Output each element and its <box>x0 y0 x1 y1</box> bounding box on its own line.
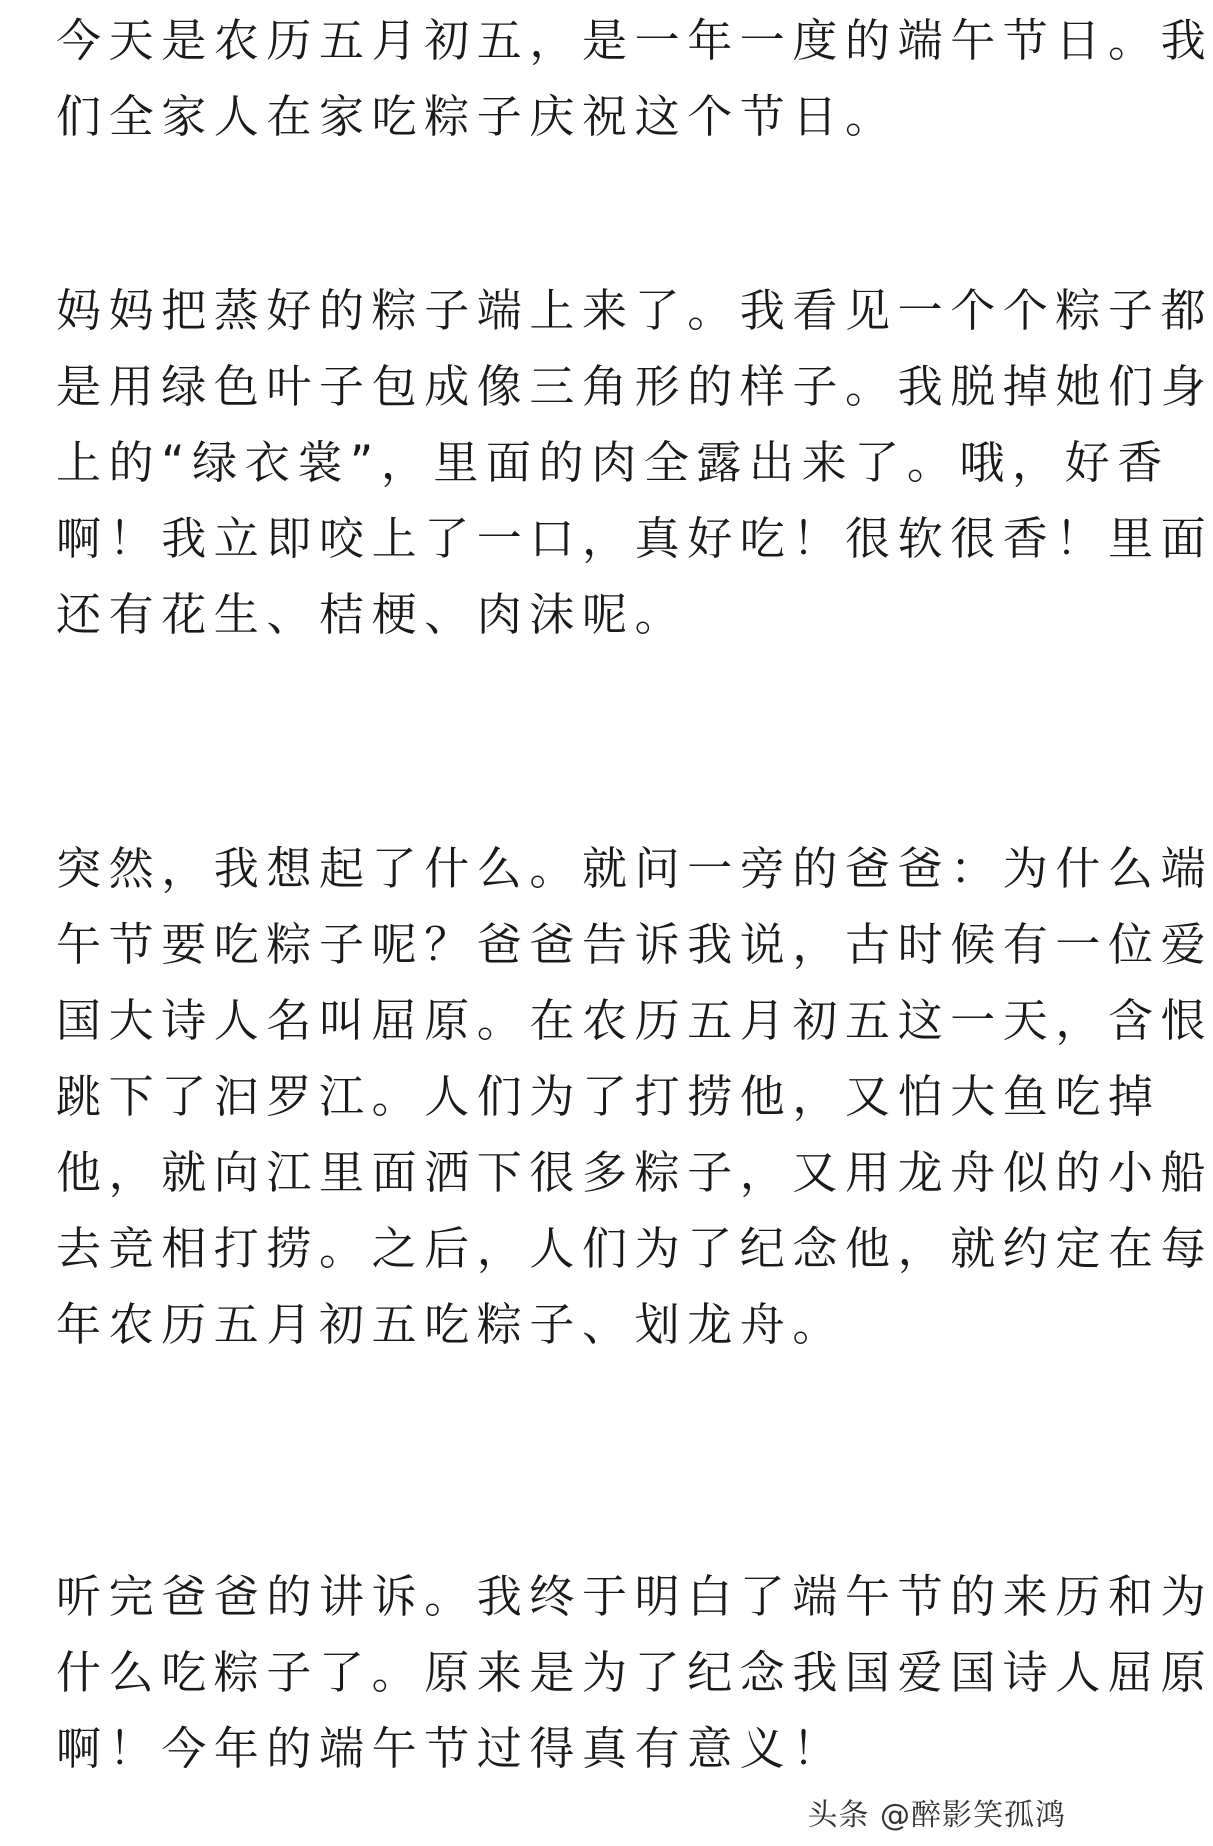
essay-line: 去竞相打捞。之后，人们为了纪念他，就约定在每 <box>56 1222 1213 1275</box>
essay-line: 他，就向江里面洒下很多粽子，又用龙舟似的小船 <box>56 1146 1213 1199</box>
essay-line: 突然，我想起了什么。就问一旁的爸爸：为什么端 <box>56 842 1213 895</box>
essay-line: 听完爸爸的讲诉。我终于明白了端午节的来历和为 <box>56 1570 1213 1623</box>
essay-line: 是用绿色叶子包成像三角形的样子。我脱掉她们身 <box>56 360 1213 413</box>
essay-line: 啊！今年的端午节过得真有意义！ <box>56 1722 846 1775</box>
essay-line: 国大诗人名叫屈原。在农历五月初五这一天，含恨 <box>56 994 1213 1047</box>
essay-line: 什么吃粽子了。原来是为了纪念我国爱国诗人屈原 <box>56 1646 1213 1699</box>
essay-line: 年农历五月初五吃粽子、划龙舟。 <box>56 1298 846 1351</box>
essay-line: 今天是农历五月初五，是一年一度的端午节日。我 <box>56 14 1213 67</box>
essay-line: 妈妈把蒸好的粽子端上来了。我看见一个个粽子都 <box>56 284 1213 337</box>
essay-line: 跳下了汩罗江。人们为了打捞他，又怕大鱼吃掉 <box>56 1070 1161 1123</box>
essay-line: 还有花生、桔梗、肉沫呢。 <box>56 588 688 641</box>
essay-line: 午节要吃粽子呢？爸爸告诉我说，古时候有一位爱 <box>56 918 1213 971</box>
essay-line: 啊！我立即咬上了一口，真好吃！很软很香！里面 <box>56 512 1213 565</box>
essay-line: 们全家人在家吃粽子庆祝这个节日。 <box>56 90 898 143</box>
watermark: 头条 @醉影笑孤鸿 <box>807 1798 1066 1833</box>
essay-line: 上的“绿衣裳”，里面的肉全露出来了。哦，好香 <box>56 436 1170 489</box>
